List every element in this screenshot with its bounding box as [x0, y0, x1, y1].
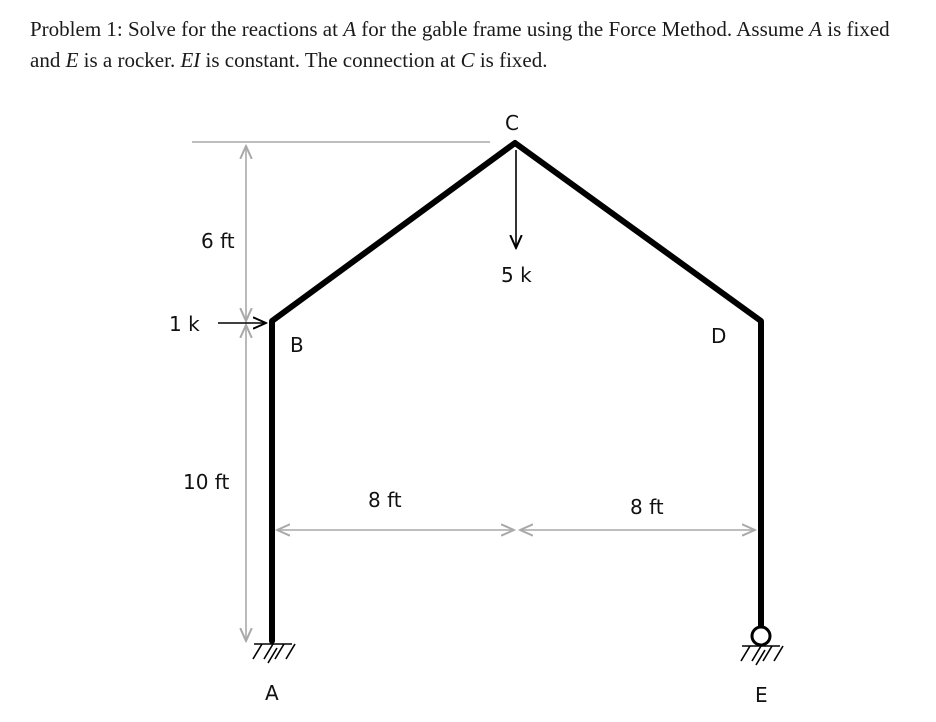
node-label-b: B	[290, 333, 304, 357]
problem-text-3: is fixed and	[30, 17, 890, 72]
node-label-c: C	[505, 111, 519, 135]
node-ref-c: C	[460, 48, 475, 72]
node-ref-a: A	[809, 17, 822, 41]
problem-text-4: is a rocker.	[78, 48, 181, 72]
fixed-support-a	[253, 644, 295, 663]
dimension-label-right-span: 8 ft	[630, 495, 664, 519]
problem-text-2: for the gable frame using the Force Method. Assume	[356, 17, 810, 41]
node-label-a: A	[265, 681, 279, 705]
node-label-e: E	[755, 683, 768, 707]
problem-text-5: is constant. The connection at	[200, 48, 461, 72]
problem-text-6: is fixed.	[474, 48, 548, 72]
node-ref-e: E	[65, 48, 79, 72]
dimension-label-left-span: 8 ft	[368, 488, 402, 512]
problem-text-1: Problem 1: Solve for the reactions at	[30, 17, 344, 41]
node-ref-a: A	[343, 17, 357, 41]
dimension-label-rise: 6 ft	[201, 229, 235, 253]
node-label-d: D	[711, 324, 727, 348]
ei-symbol: EI	[180, 48, 201, 72]
rocker-support-e	[741, 627, 783, 665]
load-label-horizontal: 1 k	[169, 312, 200, 336]
dimension-label-column: 10 ft	[183, 470, 230, 494]
load-label-vertical: 5 k	[501, 263, 532, 287]
